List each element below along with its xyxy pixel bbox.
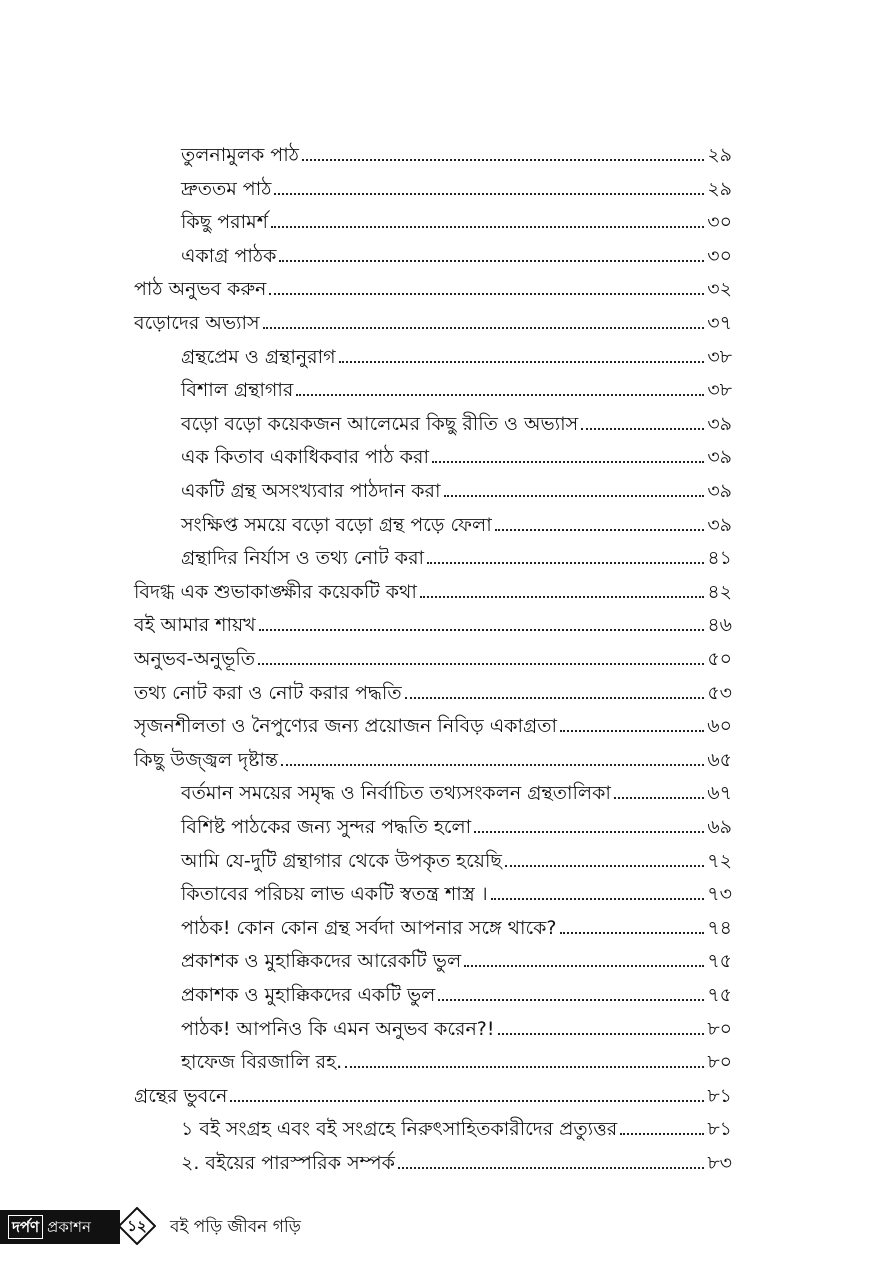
toc-entry bbox=[181, 1146, 732, 1180]
toc-entry bbox=[181, 541, 732, 575]
page-footer bbox=[0, 1204, 870, 1250]
toc-entry bbox=[134, 743, 732, 777]
dot-leader bbox=[398, 1167, 704, 1169]
toc-entry-page: ৮১ bbox=[707, 1084, 732, 1107]
toc-entry-page: ৭৫ bbox=[707, 950, 732, 973]
toc-entry-page: ৩৯ bbox=[707, 480, 732, 502]
toc-entry-title: গ্রন্থপ্রেম ও গ্রন্থানুরাগ bbox=[181, 345, 336, 368]
dot-leader bbox=[505, 865, 704, 867]
dot-leader bbox=[581, 428, 704, 430]
dot-leader bbox=[474, 831, 704, 833]
toc-entry-title: হাফেজ বিরজালি রহ. bbox=[181, 1051, 343, 1074]
toc-entry-page: ৬০ bbox=[707, 715, 732, 738]
dot-leader bbox=[230, 1100, 704, 1102]
dot-leader bbox=[302, 159, 704, 161]
toc-entry-title: অনুভব-অনুভূতি bbox=[134, 648, 256, 670]
toc-entry-title: বিশিষ্ট পাঠকের জন্য সুন্দর পদ্ধতি হলো bbox=[181, 816, 472, 838]
toc-entry-page: ৩৯ bbox=[707, 446, 732, 469]
toc-entry-page: ৩৮ bbox=[707, 345, 732, 368]
toc-entry bbox=[181, 1112, 732, 1146]
toc-entry-title: এক কিতাব একাধিকবার পাঠ করা bbox=[181, 446, 429, 469]
dot-leader bbox=[405, 697, 705, 699]
dot-leader bbox=[498, 1033, 705, 1035]
toc-entry bbox=[134, 642, 732, 676]
toc-entry-title: বিশাল গ্রন্থাগার bbox=[181, 379, 294, 402]
toc-entry-title: দ্রুততম পাঠ bbox=[181, 177, 272, 200]
page-number: ১২ bbox=[127, 1217, 147, 1235]
dot-leader bbox=[279, 260, 704, 262]
toc-entry-page: ৮০ bbox=[707, 1017, 732, 1040]
toc-entry-page: ৩৭ bbox=[707, 312, 732, 334]
toc-entry bbox=[181, 373, 732, 407]
toc-entry-title: বই আমার শায়খ bbox=[134, 614, 256, 637]
dot-leader bbox=[444, 495, 705, 497]
book-title: বই পড়ি জীবন গড়ি bbox=[170, 1217, 301, 1237]
toc-entry-page: ৮৩ bbox=[707, 1152, 732, 1174]
toc-entry-page: ৫০ bbox=[707, 648, 732, 670]
toc-entry-page: ৪৬ bbox=[707, 614, 732, 637]
toc-entry bbox=[181, 508, 732, 542]
dot-leader bbox=[432, 461, 704, 463]
toc-entry-title: তুলনামুলক পাঠ bbox=[181, 144, 299, 166]
toc-entry bbox=[181, 911, 732, 945]
dot-leader bbox=[438, 999, 704, 1001]
toc-entry bbox=[181, 978, 732, 1012]
toc-entry bbox=[181, 776, 732, 810]
toc-entry-title: কিছু পরামর্শ bbox=[181, 211, 268, 234]
toc-entry-page: ৩০ bbox=[707, 211, 732, 234]
toc-entry-title: ২. বইয়ের পারস্পরিক সম্পর্ক bbox=[181, 1152, 395, 1174]
toc-entry bbox=[181, 877, 732, 911]
toc-entry bbox=[181, 205, 732, 239]
toc-entry-page: ৪১ bbox=[707, 547, 732, 570]
toc-entry-page: ৬৯ bbox=[707, 816, 732, 838]
toc-entry-title: বড়ো বড়ো কয়েকজন আলেমের কিছু রীতি ও অভ্যাস bbox=[181, 412, 579, 435]
toc-entry-page: ৩০ bbox=[707, 244, 732, 267]
dot-leader bbox=[259, 629, 705, 631]
toc-entry bbox=[134, 709, 732, 743]
dot-leader bbox=[491, 898, 705, 900]
toc-entry bbox=[134, 1079, 732, 1113]
toc-entry-page: ৩৯ bbox=[707, 412, 732, 435]
dot-leader bbox=[274, 193, 704, 195]
toc-entry-page: ৭২ bbox=[707, 849, 732, 872]
toc-entry-page: ৩২ bbox=[707, 278, 732, 301]
toc-entry-title: আমি যে-দুটি গ্রন্থাগার থেকে উপকৃত হয়েছি bbox=[181, 849, 502, 872]
publisher-logo-mark: দর্পণ bbox=[8, 1215, 43, 1239]
toc-entry-page: ৭৫ bbox=[707, 984, 732, 1006]
toc-entry bbox=[181, 407, 732, 441]
dot-leader bbox=[258, 663, 704, 665]
toc-entry bbox=[181, 1045, 732, 1079]
toc-entry-title: তথ্য নোট করা ও নোট করার পদ্ধতি bbox=[134, 681, 402, 704]
toc-entry-title: বড়োদের অভ্যাস bbox=[134, 312, 260, 334]
toc-entry-title: বর্তমান সময়ের সমৃদ্ধ ও নির্বাচিত তথ্যসংকলন গ্রন্থতালিকা bbox=[181, 782, 611, 805]
toc-entry-page: ৩৮ bbox=[707, 379, 732, 402]
dot-leader bbox=[269, 293, 704, 295]
toc-entry bbox=[181, 474, 732, 508]
toc-entry-title: পাঠ অনুভব করুন bbox=[134, 278, 267, 301]
toc-entry-page: ৬৫ bbox=[707, 748, 732, 771]
dot-leader bbox=[296, 394, 704, 396]
dot-leader bbox=[620, 1133, 704, 1135]
toc-entry-title: বিদগ্ধ এক শুভাকাঙ্ক্ষীর কয়েকটি কথা bbox=[134, 580, 417, 603]
toc-entry bbox=[134, 306, 732, 340]
dot-leader bbox=[495, 529, 705, 531]
toc-entry-title: কিতাবের পরিচয় লাভ একটি স্বতন্ত্র শাস্ত্র । bbox=[181, 883, 488, 906]
dot-leader bbox=[345, 1066, 704, 1068]
dot-leader bbox=[281, 764, 704, 766]
toc-entry bbox=[181, 239, 732, 273]
toc-entry bbox=[181, 810, 732, 844]
toc-entry-page: ২৯ bbox=[707, 144, 732, 166]
toc-entry-title: কিছু উজ্জ্বল দৃষ্টান্ত bbox=[134, 748, 279, 771]
toc-entry-title: গ্রন্থের ভুবনে bbox=[134, 1084, 228, 1107]
dot-leader bbox=[560, 932, 705, 934]
toc-entry-title: প্রকাশক ও মুহাক্কিকদের আরেকটি ভুল bbox=[181, 950, 462, 973]
toc-entry bbox=[181, 340, 732, 374]
dot-leader bbox=[420, 596, 704, 598]
toc-entry bbox=[181, 440, 732, 474]
publisher-name: প্রকাশন bbox=[47, 1218, 92, 1236]
dot-leader bbox=[263, 327, 705, 329]
dot-leader bbox=[464, 965, 704, 967]
toc-entry-title: পাঠক! আপনিও কি এমন অনুভব করেন?! bbox=[181, 1017, 495, 1040]
toc-entry bbox=[181, 844, 732, 878]
toc-entry-title: একটি গ্রন্থ অসংখ্যবার পাঠদান করা bbox=[181, 480, 441, 502]
toc-entry-page: ৩৯ bbox=[707, 513, 732, 536]
toc-entry-page: ৫৩ bbox=[707, 681, 732, 704]
toc-entry-title: গ্রন্থাদির নির্যাস ও তথ্য নোট করা bbox=[181, 547, 425, 570]
toc-entry bbox=[134, 575, 732, 609]
toc-entry bbox=[181, 172, 732, 206]
toc-entry bbox=[181, 138, 732, 172]
toc-entry bbox=[134, 272, 732, 306]
dot-leader bbox=[560, 730, 704, 732]
toc-entry-page: ৬৭ bbox=[707, 782, 732, 805]
dot-leader bbox=[271, 226, 704, 228]
toc-entry-page: ৪২ bbox=[707, 580, 732, 603]
toc-entry-page: ৮১ bbox=[707, 1118, 732, 1141]
publisher-logo bbox=[0, 1210, 120, 1244]
toc-entry-title: প্রকাশক ও মুহাক্কিকদের একটি ভুল bbox=[181, 984, 436, 1006]
toc-entry-page: ৭৩ bbox=[707, 883, 732, 906]
toc-entry bbox=[181, 944, 732, 978]
toc-entry-page: ৮০ bbox=[707, 1051, 732, 1074]
toc-entry-title: সৃজনশীলতা ও নৈপুণ্যের জন্য প্রয়োজন নিবিড় একাগ্রতা bbox=[134, 715, 558, 738]
dot-leader bbox=[339, 361, 705, 363]
toc-entry-title: ১ বই সংগ্রহ এবং বই সংগ্রহে নিরুৎসাহিতকারীদের প্রত্যুত্তর bbox=[181, 1118, 618, 1141]
toc-entry-page: ২৯ bbox=[707, 177, 732, 200]
toc-entry bbox=[181, 1012, 732, 1046]
toc-entry-title: সংক্ষিপ্ত সময়ে বড়ো বড়ো গ্রন্থ পড়ে ফেলা bbox=[181, 513, 492, 536]
toc-entry bbox=[134, 676, 732, 710]
toc-entry-page: ৭৪ bbox=[707, 916, 732, 939]
toc-entry-title: একাগ্র পাঠক bbox=[181, 244, 277, 267]
dot-leader bbox=[427, 562, 704, 564]
toc-entry bbox=[134, 608, 732, 642]
dot-leader bbox=[614, 797, 704, 799]
toc-entry-title: পাঠক! কোন কোন গ্রন্থ সর্বদা আপনার সঙ্গে থাকে? bbox=[181, 916, 557, 939]
